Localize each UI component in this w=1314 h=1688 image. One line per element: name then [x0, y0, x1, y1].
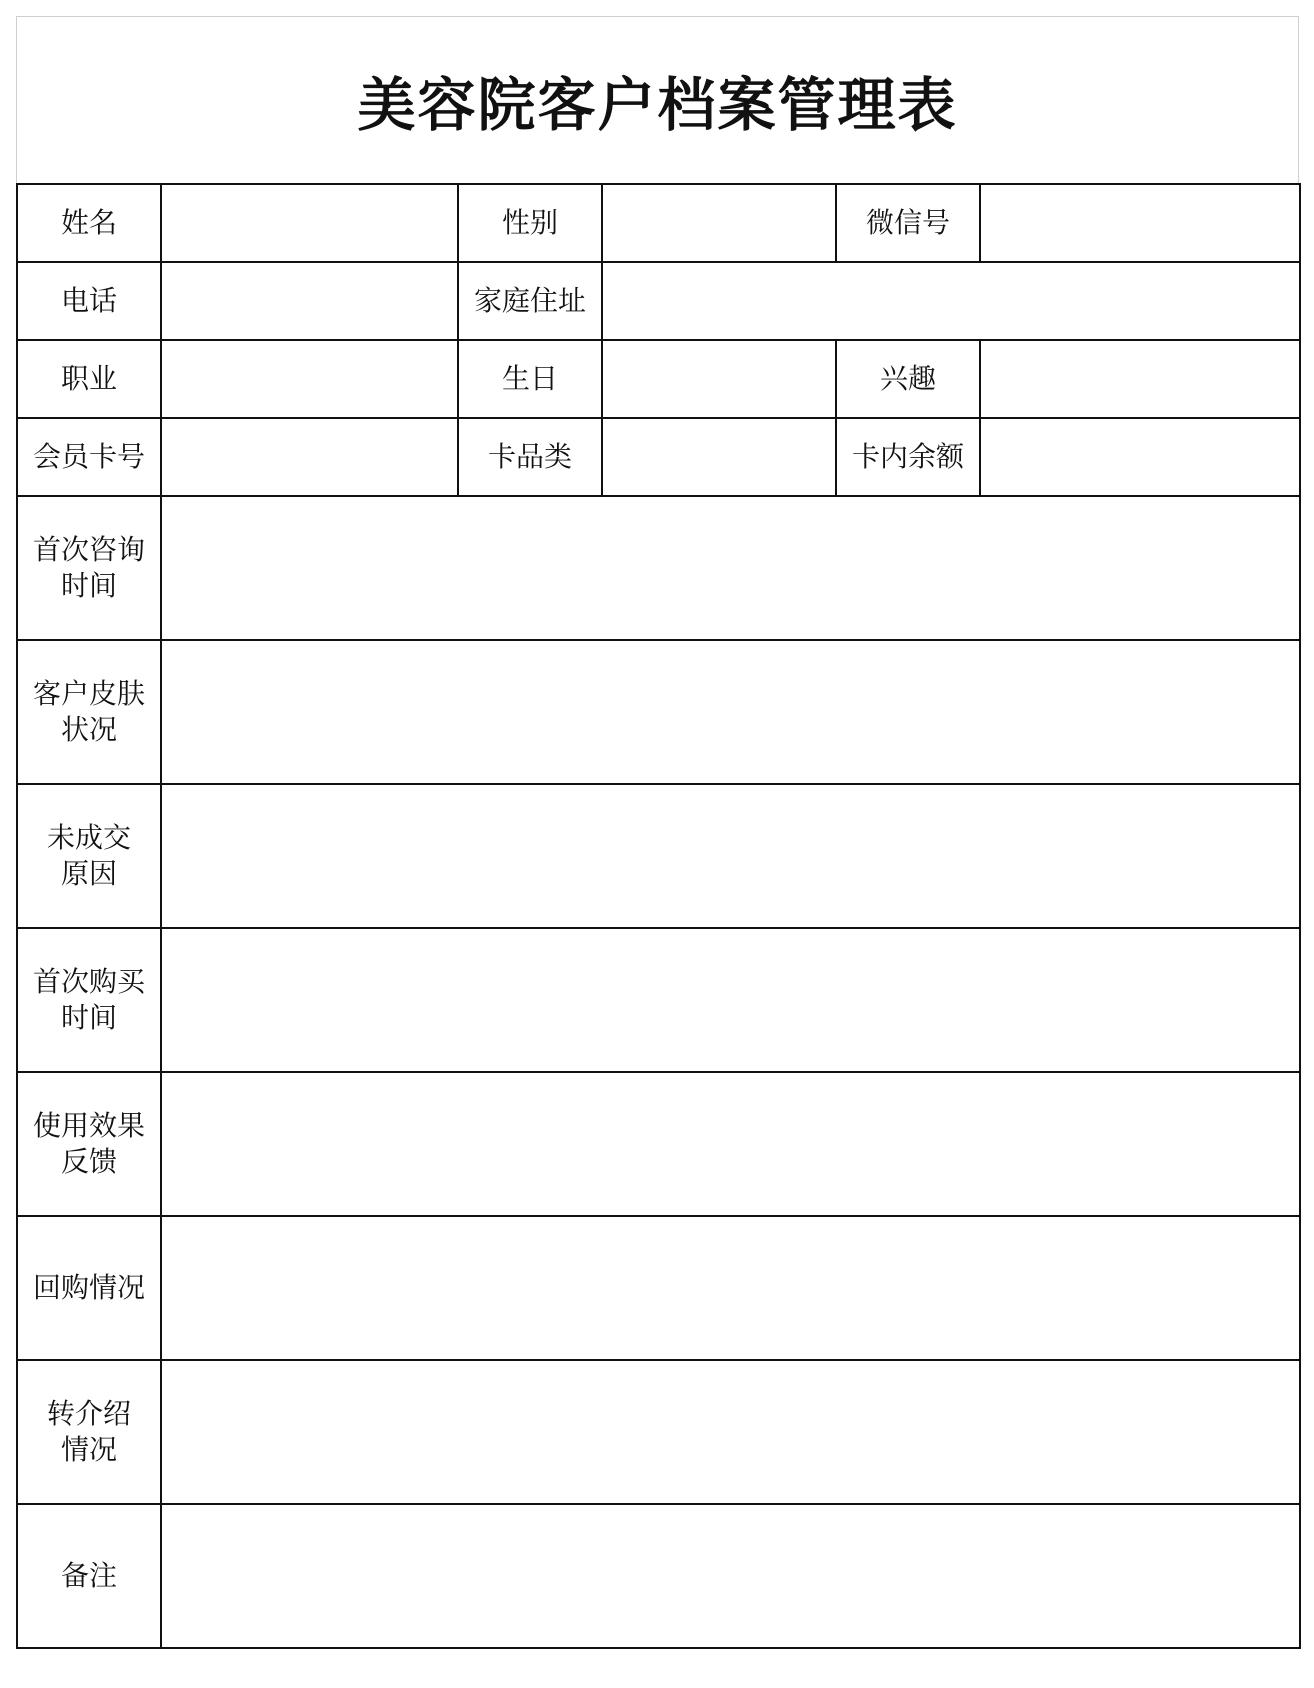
- no-deal-reason-label: 未成交 原因: [46, 821, 131, 890]
- repurchase-field[interactable]: [161, 1216, 1300, 1360]
- birthday-label: 生日: [501, 362, 558, 395]
- name-field[interactable]: [161, 184, 458, 262]
- referral-field[interactable]: [161, 1360, 1300, 1504]
- table-row: [17, 1504, 1300, 1648]
- label-cell: [17, 640, 161, 784]
- referral-label: 转介绍 情况: [46, 1397, 131, 1466]
- table-row: [17, 1072, 1300, 1216]
- interests-label: 兴趣: [879, 362, 936, 395]
- remarks-label: 备注: [60, 1559, 117, 1592]
- first-purchase-field[interactable]: [161, 928, 1300, 1072]
- table-row: [17, 262, 1300, 340]
- table-row: [17, 784, 1300, 928]
- label-cell: [17, 784, 161, 928]
- card-balance-label: 卡内余额: [851, 440, 964, 473]
- label-cell: [17, 1504, 161, 1648]
- label-cell: [17, 1216, 161, 1360]
- table-row: [17, 928, 1300, 1072]
- customer-record-table: [16, 183, 1301, 1649]
- label-cell: [17, 184, 161, 262]
- label-cell: [17, 496, 161, 640]
- address-label: 家庭住址: [473, 284, 586, 317]
- label-cell: [836, 418, 980, 496]
- table-row: [17, 640, 1300, 784]
- table-row: [17, 1360, 1300, 1504]
- card-balance-field[interactable]: [980, 418, 1300, 496]
- phone-field[interactable]: [161, 262, 458, 340]
- name-label: 姓名: [60, 206, 117, 239]
- form-sheet: [16, 16, 1299, 1670]
- remarks-field[interactable]: [161, 1504, 1300, 1648]
- skin-condition-field[interactable]: [161, 640, 1300, 784]
- interests-field[interactable]: [980, 340, 1300, 418]
- feedback-field[interactable]: [161, 1072, 1300, 1216]
- card-type-label: 卡品类: [487, 440, 572, 473]
- table-row: [17, 496, 1300, 640]
- label-cell: [17, 1072, 161, 1216]
- member-card-label: 会员卡号: [32, 440, 145, 473]
- gender-field[interactable]: [602, 184, 836, 262]
- label-cell: [458, 418, 602, 496]
- phone-label: 电话: [60, 284, 117, 317]
- page-title: 美容院客户档案管理表: [357, 71, 958, 139]
- occupation-field[interactable]: [161, 340, 458, 418]
- label-cell: [458, 262, 602, 340]
- birthday-field[interactable]: [602, 340, 836, 418]
- wechat-field[interactable]: [980, 184, 1300, 262]
- label-cell: [458, 340, 602, 418]
- label-cell: [836, 184, 980, 262]
- table-row: [17, 418, 1300, 496]
- member-card-field[interactable]: [161, 418, 458, 496]
- label-cell: [17, 1360, 161, 1504]
- table-row: [17, 184, 1300, 262]
- card-type-field[interactable]: [602, 418, 836, 496]
- feedback-label: 使用效果 反馈: [32, 1109, 145, 1178]
- first-purchase-label: 首次购买 时间: [32, 965, 145, 1034]
- table-row: [17, 340, 1300, 418]
- repurchase-label: 回购情况: [32, 1271, 145, 1304]
- occupation-label: 职业: [60, 362, 117, 395]
- skin-condition-label: 客户皮肤 状况: [32, 677, 145, 746]
- first-consult-label: 首次咨询 时间: [32, 533, 145, 602]
- label-cell: [17, 262, 161, 340]
- label-cell: [836, 340, 980, 418]
- label-cell: [17, 418, 161, 496]
- label-cell: [458, 184, 602, 262]
- no-deal-reason-field[interactable]: [161, 784, 1300, 928]
- gender-label: 性别: [501, 206, 558, 239]
- address-field[interactable]: [602, 262, 1300, 340]
- title-area: [16, 16, 1299, 183]
- label-cell: [17, 340, 161, 418]
- table-row: [17, 1216, 1300, 1360]
- label-cell: [17, 928, 161, 1072]
- wechat-label: 微信号: [865, 206, 950, 239]
- first-consult-field[interactable]: [161, 496, 1300, 640]
